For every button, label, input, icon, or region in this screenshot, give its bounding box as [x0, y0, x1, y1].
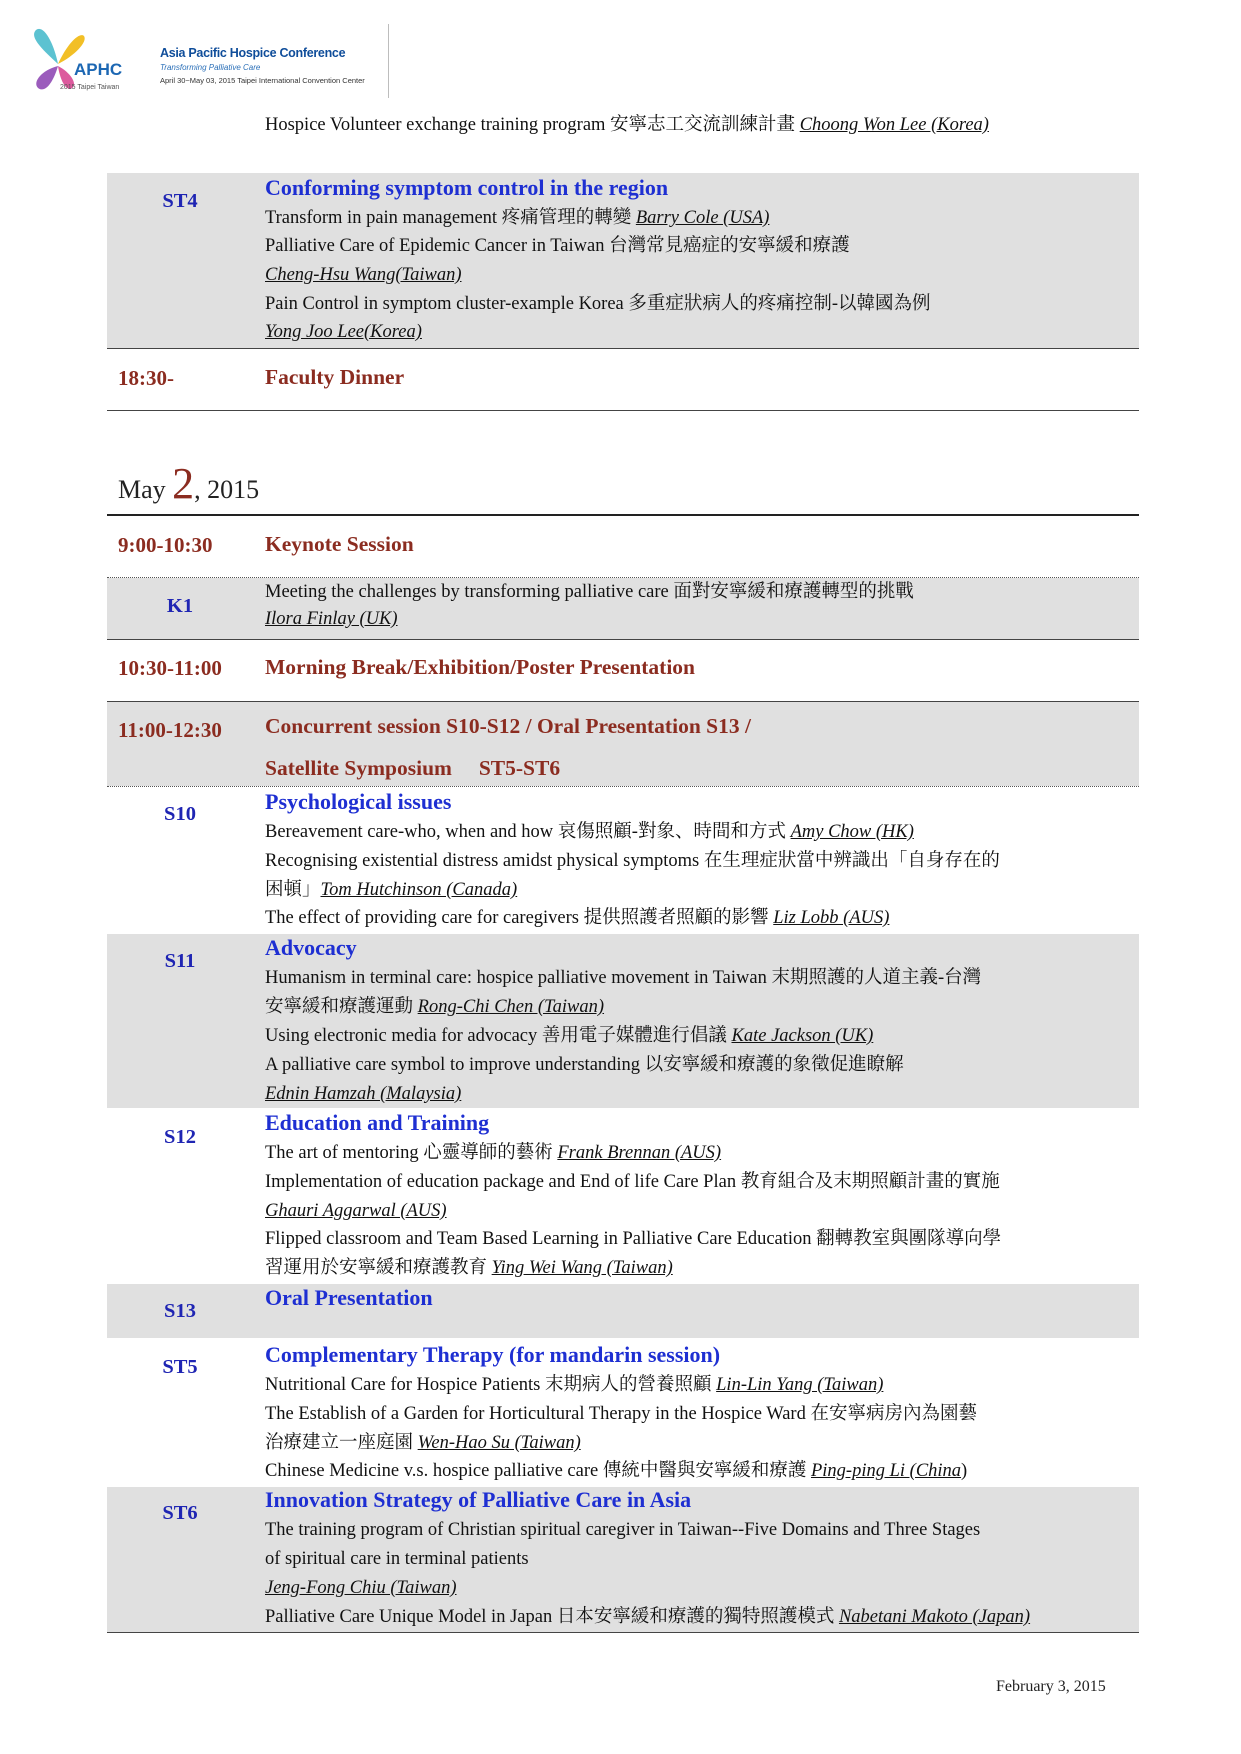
program-item [265, 1430, 581, 1456]
item-title: Bereavement care-who, when and how 哀傷照顧-對象、時間和方式 [265, 822, 791, 842]
session-row-s11 [107, 934, 1139, 1108]
program-item [265, 1052, 904, 1078]
day-year: , 2015 [194, 475, 260, 504]
program-item [265, 848, 1000, 874]
program-item [265, 877, 517, 903]
item-title: ) [961, 1461, 968, 1481]
item-title: of spiritual care in terminal patients [265, 1549, 529, 1569]
item-title: Transform in pain management 疼痛管理的轉變 [265, 208, 636, 228]
header-divider [388, 24, 389, 98]
program-item [265, 319, 422, 345]
program-item [265, 1140, 721, 1166]
session-code: ST6 [162, 1502, 198, 1524]
program-item [265, 1023, 873, 1049]
program-item [265, 579, 914, 605]
time-slot: 10:30-11:00 [118, 656, 222, 680]
program-item [265, 205, 769, 231]
row-divider [107, 639, 1139, 640]
program-item [265, 606, 398, 632]
item-title: Hospice Volunteer exchange training program 安寧志工交流訓練計畫 [265, 115, 800, 135]
speaker: Ying Wei Wang (Taiwan) [491, 1258, 673, 1278]
item-title: 習運用於安寧緩和療護教育 [265, 1258, 492, 1278]
program-item [265, 1575, 457, 1601]
session-title: Faculty Dinner [265, 365, 405, 389]
speaker: Ednin Hamzah (Malaysia) [265, 1084, 462, 1104]
item-title: 困頓」 [265, 880, 321, 900]
day-heading-rule [107, 514, 1139, 516]
session-title: Morning Break/Exhibition/Poster Presentation [265, 655, 696, 679]
item-title: Meeting the challenges by transforming palliative care 面對安寧緩和療護轉型的挑戰 [265, 582, 914, 602]
session-title: Concurrent session S10-S12 / Oral Presentation S13 / [265, 714, 751, 738]
speaker: Cheng-Hsu Wang(Taiwan) [265, 265, 462, 285]
program-item [265, 262, 462, 288]
row-divider [107, 410, 1139, 411]
row-divider [107, 348, 1139, 349]
session-code: K1 [166, 595, 194, 617]
logo-year: 2015 Taipei Taiwan [60, 84, 120, 91]
session-title: Keynote Session [265, 532, 414, 556]
conference-tagline: Transforming Palliative Care [160, 63, 261, 72]
session-title: Innovation Strategy of Palliative Care in Asia [265, 1487, 692, 1512]
item-title: Chinese Medicine v.s. hospice palliative care 傳統中醫與安寧緩和療護 [265, 1461, 811, 1481]
conference-name: Asia Pacific Hospice Conference [160, 46, 346, 60]
session-title: Psychological issues [265, 789, 452, 814]
session-code: ST5 [162, 1356, 198, 1378]
speaker: Lin-Lin Yang (Taiwan) [716, 1375, 884, 1395]
item-title: Nutritional Care for Hospice Patients 末期病人的營養照顧 [265, 1375, 717, 1395]
item-title: The art of mentoring 心靈導師的藝術 [265, 1143, 558, 1163]
program-item [265, 291, 931, 317]
speaker: Barry Cole (USA) [635, 208, 770, 228]
item-title: Using electronic media for advocacy 善用電子媒體進行倡議 [265, 1026, 732, 1046]
speaker: Liz Lobb (AUS) [773, 908, 890, 928]
program-item [265, 965, 981, 991]
session-title: Education and Training [265, 1110, 490, 1135]
speaker: Wen-Hao Su (Taiwan) [417, 1433, 581, 1453]
program-item [265, 1372, 883, 1398]
item-title: Palliative Care Unique Model in Japan 日本安寧緩和療護的獨特照護模式 [265, 1607, 839, 1627]
program-item [265, 1604, 1030, 1630]
program-item [265, 994, 604, 1020]
session-code: S12 [164, 1126, 196, 1148]
item-title: Palliative Care of Epidemic Cancer in Taiwan 台灣常見癌症的安寧緩和療護 [265, 236, 850, 256]
speaker: Yong Joo Lee(Korea) [265, 322, 422, 342]
footer-date: February 3, 2015 [996, 1678, 1106, 1695]
conference-logo [28, 26, 388, 98]
row-divider [107, 786, 1139, 787]
conference-dates: April 30~May 03, 2015 Taipei International Convention Center [160, 76, 365, 85]
session-code: S13 [164, 1300, 196, 1322]
program-item [265, 1081, 461, 1107]
session-title: Conforming symptom control in the region [265, 175, 669, 200]
item-title: The effect of providing care for caregivers 提供照護者照顧的影響 [265, 908, 774, 928]
item-title: 安寧緩和療護運動 [265, 997, 418, 1017]
row-divider [107, 1632, 1139, 1633]
item-title: Pain Control in symptom cluster-example Korea 多重症狀病人的疼痛控制-以韓國為例 [265, 294, 931, 314]
speaker: Frank Brennan (AUS) [557, 1143, 722, 1163]
program-item [265, 1401, 977, 1427]
session-code: S10 [164, 803, 196, 825]
session-code: ST4 [162, 190, 198, 212]
time-slot: 11:00-12:30 [118, 718, 222, 742]
item-title: Implementation of education package and End of life Care Plan 教育組合及末期照顧計畫的實施 [265, 1172, 1000, 1192]
program-item [265, 905, 889, 931]
program-item [265, 1226, 1001, 1252]
program-item [265, 819, 914, 845]
speaker: Nabetani Makoto (Japan) [838, 1607, 1031, 1627]
program-item [265, 1546, 529, 1572]
time-slot: 18:30- [118, 366, 174, 390]
speaker: Rong-Chi Chen (Taiwan) [417, 997, 605, 1017]
logo-mark: APHC [74, 60, 123, 79]
program-item [265, 1517, 980, 1543]
time-slot: 9:00-10:30 [118, 533, 213, 557]
program-item [265, 1255, 673, 1281]
day-heading [118, 458, 259, 509]
program-item [265, 1458, 967, 1484]
session-title: Oral Presentation [265, 1285, 433, 1310]
program-item [265, 1169, 1000, 1195]
speaker: Kate Jackson (UK) [731, 1026, 874, 1046]
program-item [265, 112, 1145, 138]
speaker: Jeng-Fong Chiu (Taiwan) [265, 1578, 457, 1598]
speaker: Tom Hutchinson (Canada) [320, 880, 518, 900]
item-title: A palliative care symbol to improve understanding 以安寧緩和療護的象徵促進瞭解 [265, 1055, 904, 1075]
item-title: The Establish of a Garden for Horticultural Therapy in the Hospice Ward 在安寧病房內為園藝 [265, 1404, 977, 1424]
item-title: Flipped classroom and Team Based Learning in Palliative Care Education 翻轉教室與團隊導向學 [265, 1229, 1002, 1249]
speaker: Amy Chow (HK) [790, 822, 914, 842]
program-item [265, 233, 850, 259]
item-title: 治療建立一座庭園 [265, 1433, 418, 1453]
item-title: Recognising existential distress amidst physical symptoms 在生理症狀當中辨識出「自身存在的 [265, 851, 1000, 871]
program-item [265, 1198, 447, 1224]
item-title: Humanism in terminal care: hospice palliative movement in Taiwan 末期照護的人道主義-台灣 [265, 968, 982, 988]
session-title: Complementary Therapy (for mandarin session) [265, 1342, 721, 1367]
session-code: S11 [164, 950, 196, 972]
session-title: Advocacy [265, 935, 357, 960]
speaker: Ghauri Aggarwal (AUS) [265, 1201, 447, 1221]
day-month: May [118, 475, 173, 504]
session-row-s13 [107, 1284, 1139, 1338]
session-subtitle: Satellite Symposium ST5-ST6 [265, 756, 561, 780]
speaker: Choong Won Lee (Korea) [799, 115, 989, 135]
day-number: 2 [172, 459, 195, 508]
speaker: Ping-ping Li (China [810, 1461, 962, 1481]
item-title: The training program of Christian spiritual caregiver in Taiwan--Five Domains and Three Stages [265, 1520, 981, 1540]
speaker: Ilora Finlay (UK) [265, 609, 398, 629]
